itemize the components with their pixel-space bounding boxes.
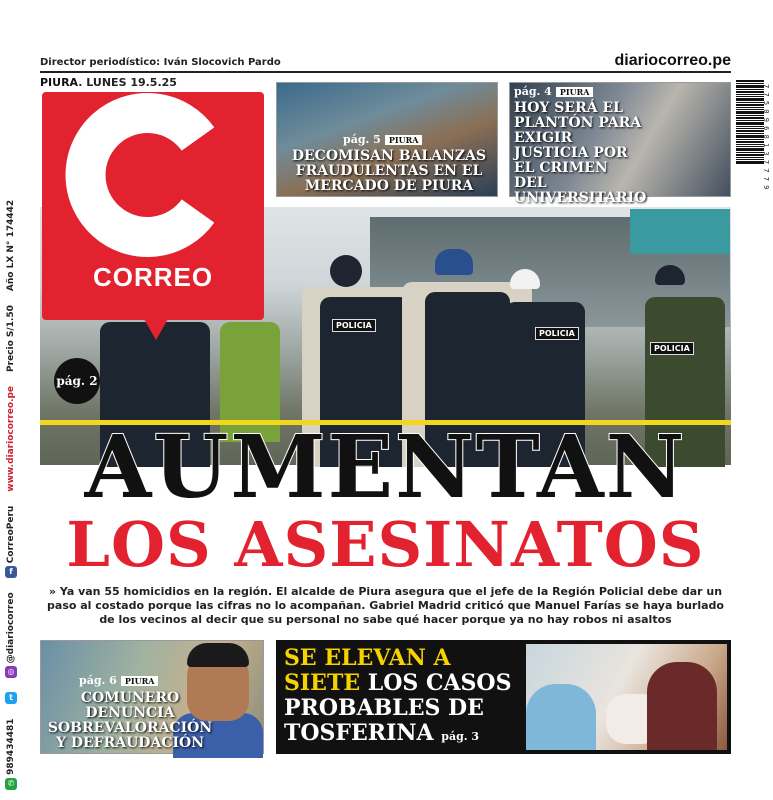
barcode xyxy=(736,80,764,210)
story-title: DECOMISAN BALANZAS FRAUDULENTAS EN EL MERCADO DE PIURA xyxy=(291,148,487,194)
logo-c-icon xyxy=(58,95,238,255)
main-subheadline[interactable]: LOS ASESINATOS xyxy=(66,508,705,581)
director-credit: Director periodístico: Iván Slocovich Pardo xyxy=(40,57,281,68)
twitter-icon: t xyxy=(5,692,17,704)
story-balanzas[interactable] xyxy=(276,82,498,197)
story-page-tag: pág. 5 PIURA xyxy=(343,133,422,146)
facebook-icon: f xyxy=(5,566,17,578)
story-rest: LOS CASOS PROBABLES DE TOSFERINA xyxy=(284,670,512,746)
story-planton[interactable] xyxy=(509,82,731,206)
vest-label: POLICIA xyxy=(650,342,694,355)
story-tosferina[interactable] xyxy=(276,640,731,754)
story-page-tag: pág. 3 xyxy=(441,730,480,743)
story-page-tag: pág. 6 PIURA xyxy=(79,674,158,687)
site-name: diariocorreo xyxy=(614,52,708,69)
dateline: PIURA. LUNES 19.5.25 xyxy=(40,76,177,89)
price: Precio S/1.50 xyxy=(6,305,16,372)
story-highlight: SE ELEVAN A SIETE xyxy=(284,645,451,696)
story-title: COMUNERO DENUNCIA SOBREVALORACIÓN Y DEFRAUDACIÓN xyxy=(47,690,213,751)
story-title: HOY SERÁ EL PLANTÓN PARA EXIGIR JUSTICIA POR EL CRIMEN DEL UNIVERSITARIO xyxy=(514,100,647,206)
logo-speech-tail xyxy=(140,312,172,340)
dateline-date: LUNES 19.5.25 xyxy=(86,76,177,89)
barcode-number: 7 7 5 0 9 6 8 1 3 7 7 7 9 xyxy=(762,84,770,190)
dateline-city: PIURA xyxy=(40,76,79,89)
side-info-strip xyxy=(5,200,17,790)
main-headline[interactable]: AUMENTAN xyxy=(84,417,687,518)
story-page-tag: pág. 4 PIURA xyxy=(514,85,593,98)
instagram-icon: ◎ xyxy=(5,666,17,678)
instagram-handle: @diariocorreo xyxy=(6,592,16,664)
vaccination-photo xyxy=(526,644,727,750)
edition-number: Año LX N° 174442 xyxy=(6,199,16,292)
web-address[interactable]: www.diariocorreo.pe xyxy=(6,385,16,492)
vest-label: POLICIA xyxy=(535,327,579,340)
whatsapp-number: 989434481 xyxy=(6,718,16,775)
header-rule xyxy=(40,71,731,73)
whatsapp-icon: ✆ xyxy=(5,778,17,790)
facebook-handle: CorreoPeru xyxy=(6,505,16,564)
story-title xyxy=(284,646,524,749)
main-story-page[interactable]: pág. 2 xyxy=(54,358,100,404)
site-url[interactable] xyxy=(615,52,731,70)
story-comunero[interactable] xyxy=(40,640,264,754)
logo-wordmark: CORREO xyxy=(92,262,214,292)
vest-label: POLICIA xyxy=(332,319,376,332)
site-ext: .pe xyxy=(707,52,731,69)
main-deck: » Ya van 55 homicidios en la región. El alcalde de Piura asegura que el jefe de la Región Policial debe dar un paso al costado porque las cifras no lo acompañan. Gabriel Madrid criticó que Manuel Farías se haya burlado de los vecinos al decir que su personal no sabe qué hacer porque ya no hay robos ni asaltos xyxy=(47,585,724,626)
